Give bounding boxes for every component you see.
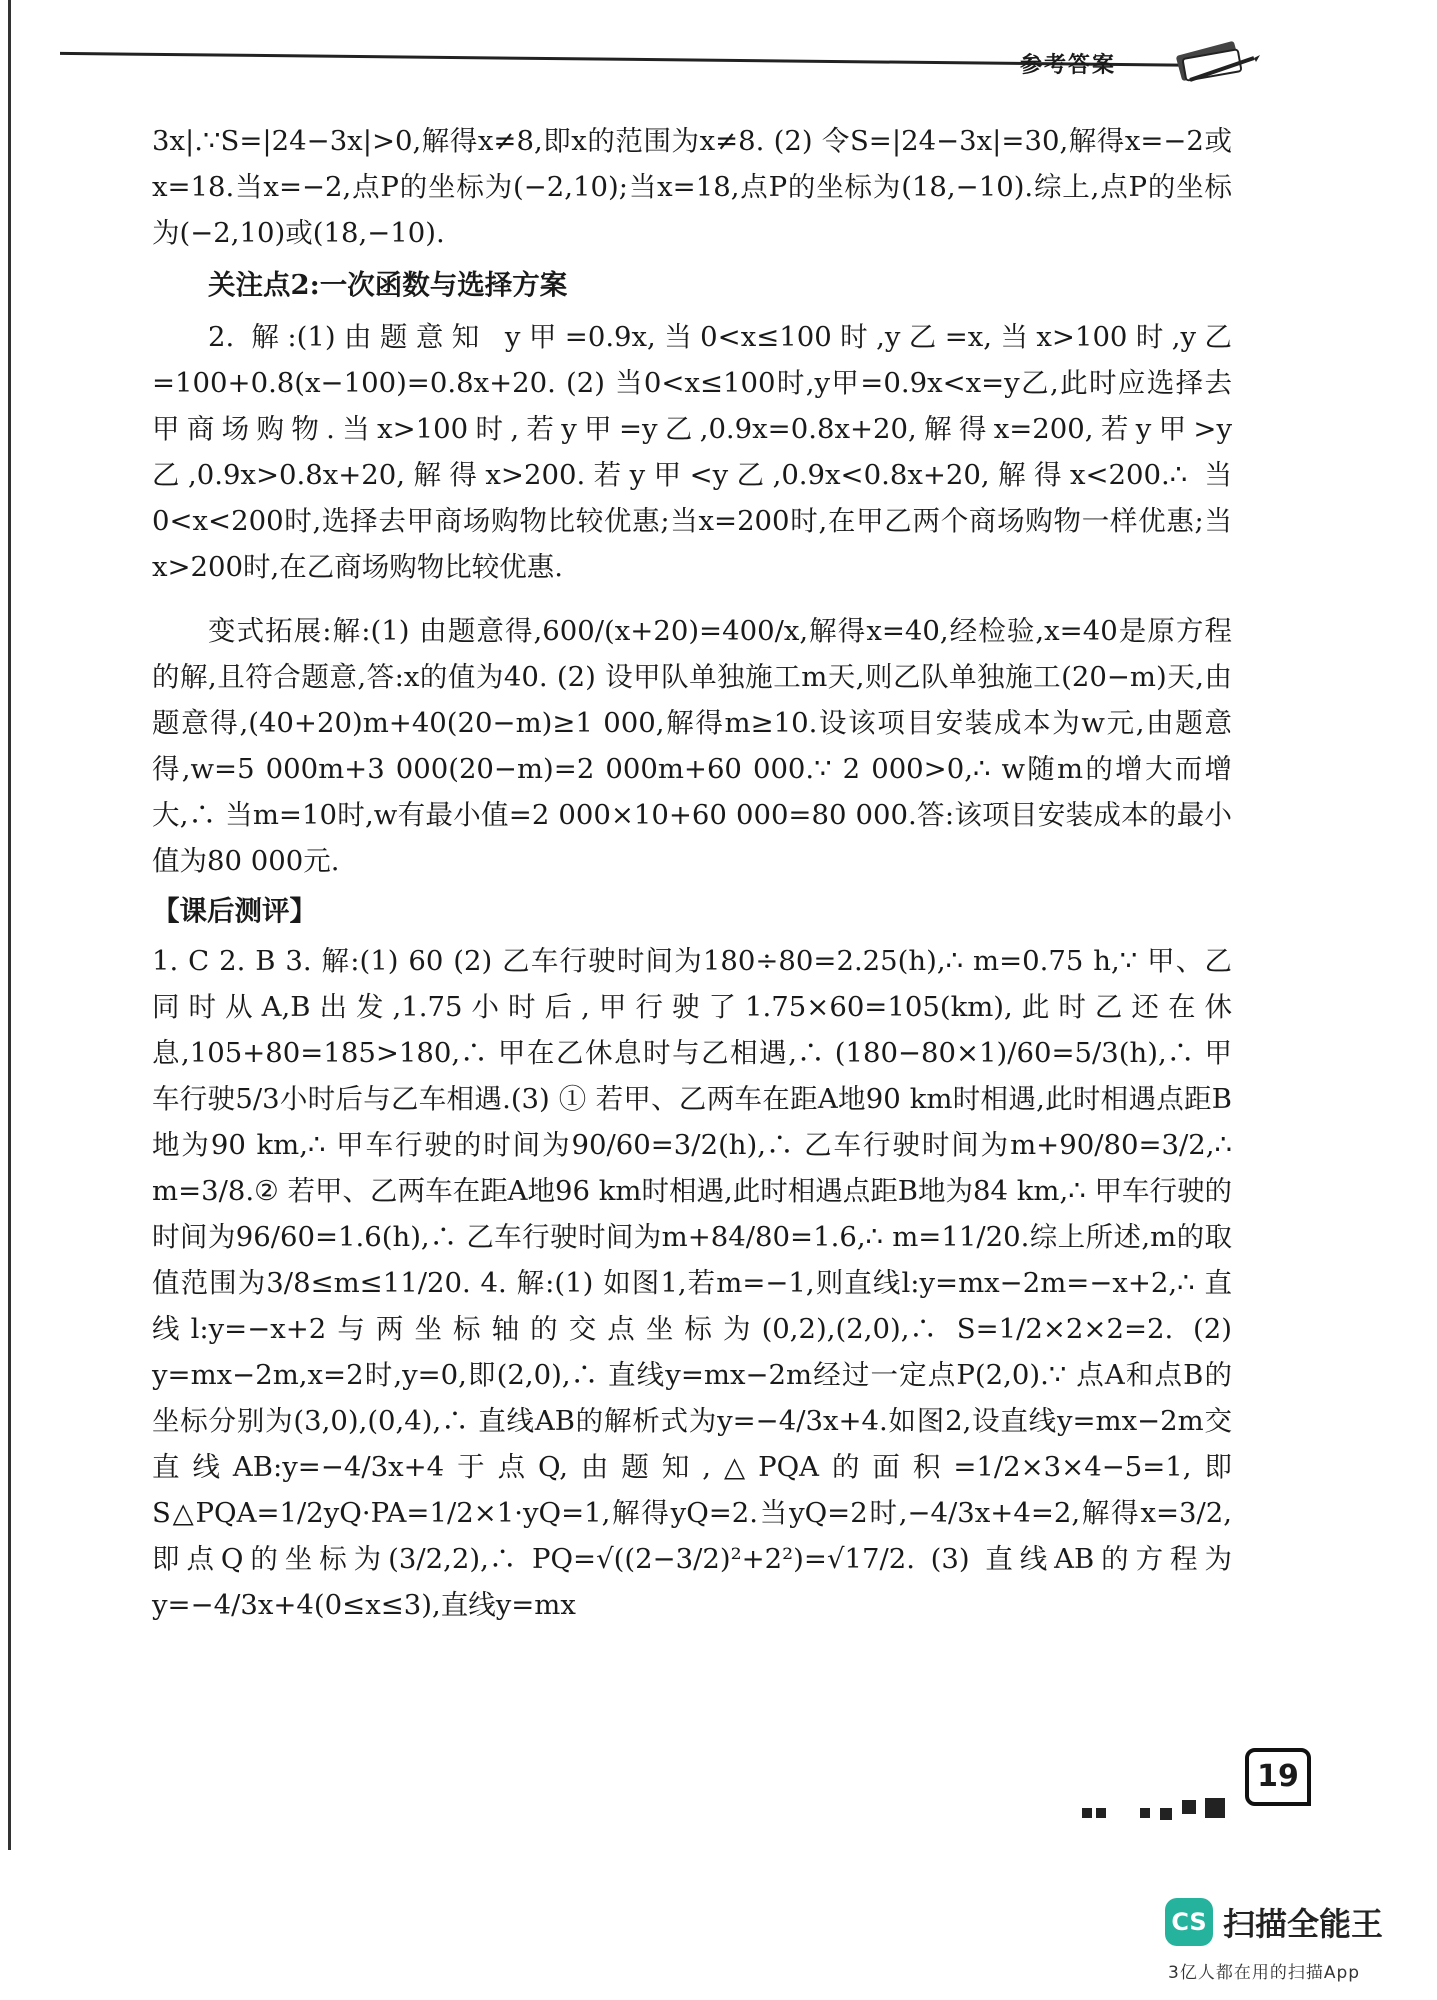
decor-square	[1096, 1808, 1106, 1818]
scanner-watermark	[1165, 1898, 1383, 1946]
paragraph-variant: 变式拓展:解:(1) 由题意得,600/(x+20)=400/x,解得x=40,经检验,x=40是原方程的解,且符合题意,答:x的值为40. (2) 设甲队单独施工m天,则乙队单独施工(20−m)天,由题意得,(40+20)m+40(20−m)≥1 000,解得m≥10.设该项目安装成本为w元,由题意得,w=5 000m+3 000(20−m)=2 000m+60 000.∵ 2 000>0,∴ w随m的增大而增大,∴ 当m=10时,w有最小值=2 000×10+60 000=80 000.答:该项目安装成本的最小值为80 000元.	[152, 615, 1232, 877]
answer-content	[152, 118, 1232, 1632]
page-number: 19	[1245, 1748, 1311, 1806]
decor-square	[1182, 1800, 1196, 1814]
subheading-focus-2: 关注点2:一次函数与选择方案	[208, 269, 568, 301]
cs-logo-icon: CS	[1165, 1898, 1213, 1946]
section-title-assessment: 【课后测评】	[152, 895, 317, 927]
paragraph-continuation: 3x|.∵S=|24−3x|>0,解得x≠8,即x的范围为x≠8. (2) 令S=|24−3x|=30,解得x=−2或x=18.当x=−2,点P的坐标为(−2,10);当x=18,点P的坐标为(18,−10).综上,点P的坐标为(−2,10)或(18,−10).	[152, 125, 1232, 249]
header-title: 参考答案	[1020, 52, 1117, 78]
brand-name: 扫描全能王	[1223, 1905, 1384, 1943]
paragraph-assessment: 1. C 2. B 3. 解:(1) 60 (2) 乙车行驶时间为180÷80=2.25(h),∴ m=0.75 h,∵ 甲、乙同时从A,B出发,1.75小时后,甲行驶了1.75×60=105(km),此时乙还在休息,105+80=185>180,∴ 甲在乙休息时与乙相遇,∴ (180−80×1)/60=5/3(h),∴ 甲车行驶5/3小时后与乙车相遇.(3) ① 若甲、乙两车在距A地90 km时相遇,此时相遇点距B地为90 km,∴ 甲车行驶的时间为90/60=3/2(h),∴ 乙车行驶时间为m+90/80=3/2,∴ m=3/8.② 若甲、乙两车在距A地96 km时相遇,此时相遇点距B地为84 km,∴ 甲车行驶的时间为96/60=1.6(h),∴ 乙车行驶时间为m+84/80=1.6,∴ m=11/20.综上所述,m的取值范围为3/8≤m≤11/20. 4. 解:(1) 如图1,若m=−1,则直线l:y=mx−2m=−x+2,∴ 直线l:y=−x+2与两坐标轴的交点坐标为(0,2),(2,0),∴ S=1/2×2×2=2. (2) y=mx−2m,x=2时,y=0,即(2,0),∴ 直线y=mx−2m经过一定点P(2,0).∵ 点A和点B的坐标分别为(3,0),(0,4),∴ 直线AB的解析式为y=−4/3x+4.如图2,设直线y=mx−2m交直线AB:y=−4/3x+4于点Q,由题知,△PQA的面积=1/2×3×4−5=1,即S△PQA=1/2yQ·PA=1/2×1·yQ=1,解得yQ=2.当yQ=2时,−4/3x+4=2,解得x=3/2,即点Q的坐标为(3/2,2),∴ PQ=√((2−3/2)²+2²)=√17/2. (3) 直线AB的方程为y=−4/3x+4(0≤x≤3),直线y=mx	[152, 945, 1232, 1621]
paragraph-q2: 2. 解:(1)由题意知 y甲=0.9x,当0<x≤100时,y乙=x,当x>100时,y乙=100+0.8(x−100)=0.8x+20. (2) 当0<x≤100时,y甲=0.9x<x=y乙,此时应选择去甲商场购物.当x>100时,若y甲=y乙,0.9x=0.8x+20,解得x=200,若y甲>y乙,0.9x>0.8x+20,解得x>200.若y甲<y乙,0.9x<0.8x+20,解得x<200.∴ 当0<x<200时,选择去甲商场购物比较优惠;当x=200时,在甲乙两个商场购物一样优惠;当x>200时,在乙商场购物比较优惠.	[152, 321, 1232, 583]
brand-tagline: 3亿人都在用的扫描App	[1168, 1963, 1361, 1983]
page-edge	[8, 0, 11, 1850]
decor-square	[1140, 1808, 1150, 1818]
decor-square	[1205, 1798, 1225, 1818]
decor-square	[1160, 1808, 1172, 1820]
decor-square	[1082, 1808, 1092, 1818]
books-pen-icon	[1170, 30, 1260, 90]
